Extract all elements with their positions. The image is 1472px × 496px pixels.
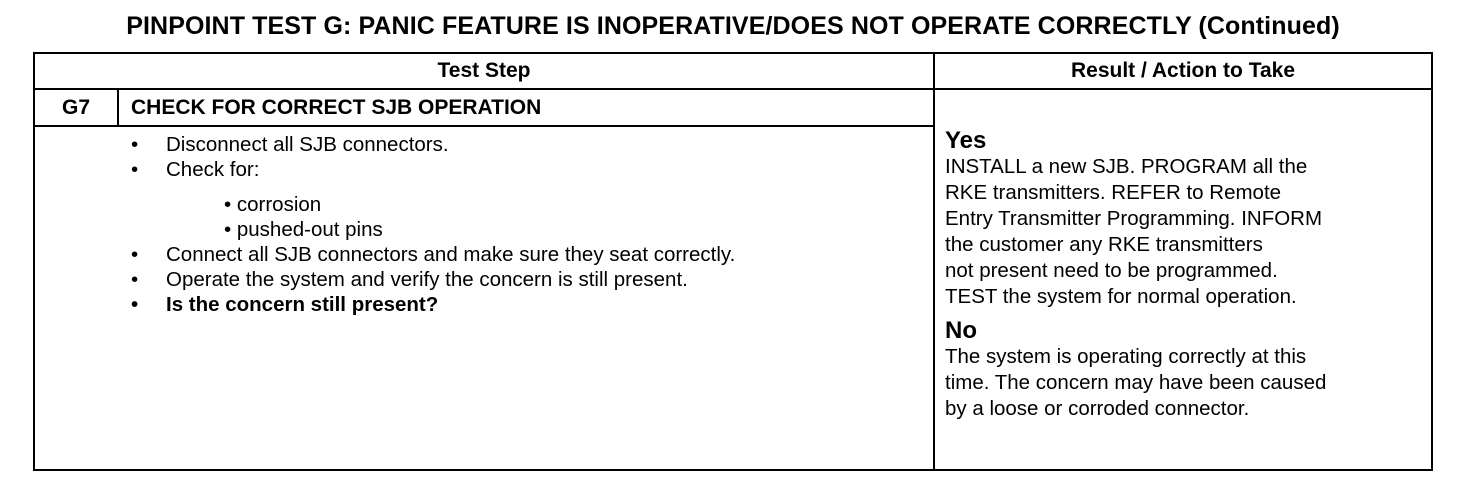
sub-list-item: • pushed-out pins xyxy=(224,217,928,242)
result-no-line: by a loose or corroded connector. xyxy=(945,397,1250,420)
result-no-line: The system is operating correctly at this xyxy=(945,345,1307,368)
result-no-line: time. The concern may have been caused xyxy=(945,371,1327,394)
result-yes-line: TEST the system for normal operation. xyxy=(945,285,1297,308)
pinpoint-test-table xyxy=(33,52,1433,471)
result-yes-line: the customer any RKE transmitters xyxy=(945,233,1263,256)
sub-list-item: • corrosion xyxy=(224,192,928,217)
list-item: • Disconnect all SJB connectors. xyxy=(128,132,928,157)
list-item: • Operate the system and verify the concern is still present. xyxy=(128,267,928,292)
result-yes-line: not present need to be programmed. xyxy=(945,259,1278,282)
step-question: • Is the concern still present? xyxy=(128,292,928,317)
step-title-divider xyxy=(35,125,933,127)
list-item xyxy=(128,157,928,242)
result-no-label: No xyxy=(945,317,977,344)
step-title: CHECK FOR CORRECT SJB OPERATION xyxy=(131,96,542,119)
result-spacer xyxy=(945,310,1425,318)
column-divider xyxy=(933,54,935,469)
result-yes-line: Entry Transmitter Programming. INFORM xyxy=(945,207,1323,230)
page-title: PINPOINT TEST G: PANIC FEATURE IS INOPERATIVE/DOES NOT OPERATE CORRECTLY (Continued) xyxy=(126,12,1340,40)
result-yes-line: INSTALL a new SJB. PROGRAM all the xyxy=(945,155,1308,178)
step-id: G7 xyxy=(61,96,90,119)
step-id-divider xyxy=(117,90,119,125)
header-result-action: Result / Action to Take xyxy=(1070,59,1296,82)
header-test-step: Test Step xyxy=(437,59,531,82)
step-instructions xyxy=(128,132,928,317)
result-yes-line: RKE transmitters. REFER to Remote xyxy=(945,181,1282,204)
result-yes-label: Yes xyxy=(945,127,987,154)
result-actions xyxy=(945,128,1425,422)
list-item-label: Check for: xyxy=(166,158,260,181)
check-for-list xyxy=(166,192,928,242)
list-item: • Connect all SJB connectors and make sure they seat correctly. xyxy=(128,242,928,267)
